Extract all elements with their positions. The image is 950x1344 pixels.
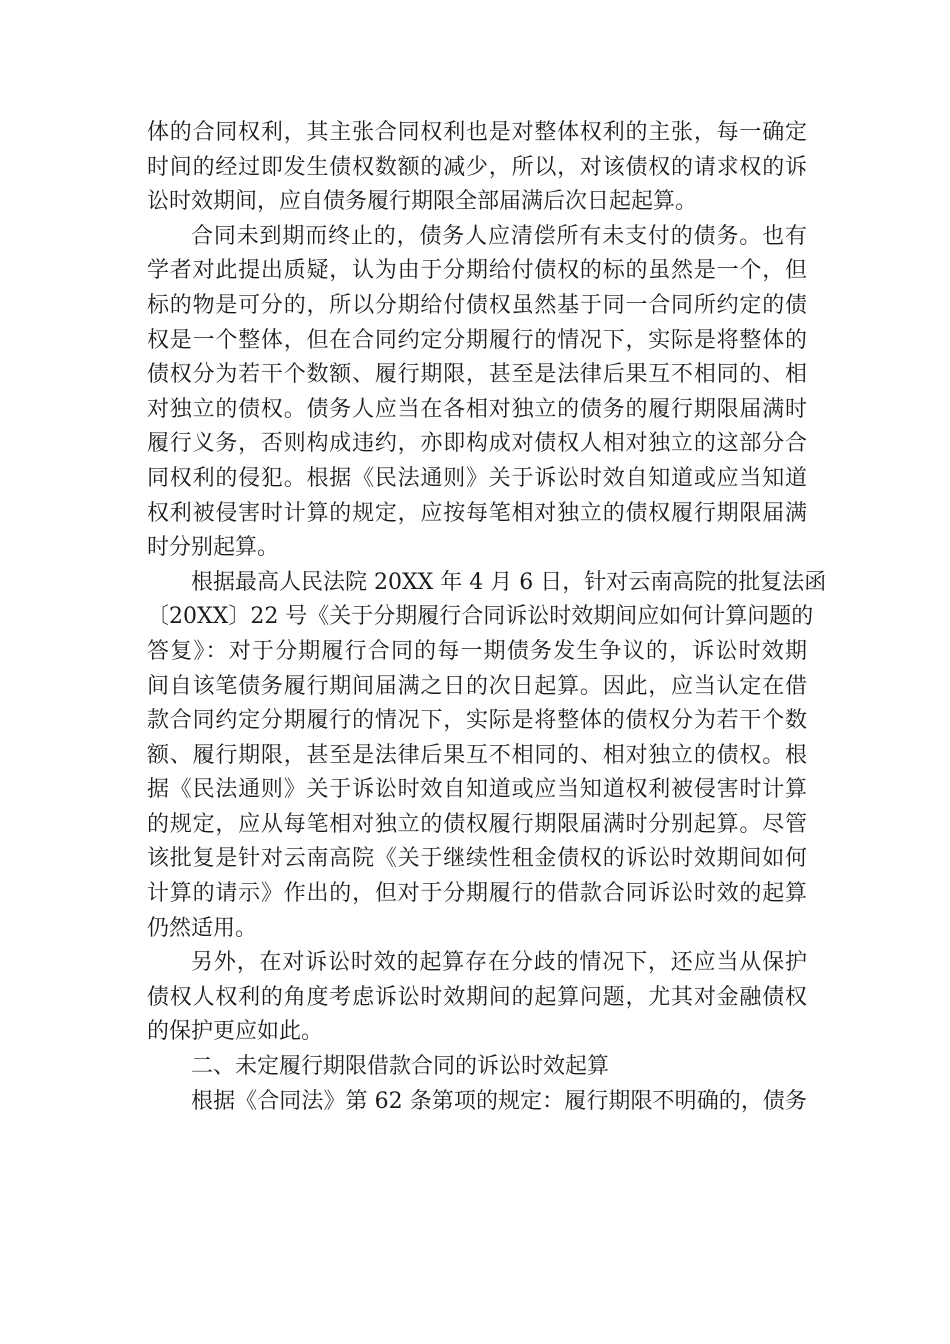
text-line: 合同未到期而终止的，债务人应清偿所有未支付的债务。也有	[191, 223, 807, 249]
text-line: 计算的请示》作出的，但对于分期履行的借款合同诉讼时效的起算	[147, 881, 807, 907]
text-line: 〔20XX〕22 号《关于分期履行合同诉讼时效期间应如何计算问题的	[147, 604, 814, 630]
text-line: 根据最高人民法院 20XX 年 4 月 6 日，针对云南高院的批复法函	[191, 569, 827, 595]
text-line: 二、未定履行期限借款合同的诉讼时效起算	[191, 1054, 610, 1080]
text-line: 仍然适用。	[147, 915, 258, 941]
text-line: 讼时效期间，应自债务履行期限全部届满后次日起起算。	[147, 189, 698, 215]
text-line: 权是一个整体，但在合同约定分期履行的情况下，实际是将整体的	[147, 327, 807, 353]
text-line: 的保护更应如此。	[147, 1019, 324, 1045]
text-line: 时分别起算。	[147, 535, 280, 561]
text-line: 据《民法通则》关于诉讼时效自知道或应当知道权利被侵害时计算	[147, 777, 807, 803]
text-line: 额、履行期限，甚至是法律后果互不相同的、相对独立的债权。根	[147, 742, 807, 768]
text-line: 时间的经过即发生债权数额的减少，所以，对该债权的请求权的诉	[147, 154, 807, 180]
text-line: 答复》：对于分期履行合同的每一期债务发生争议的，诉讼时效期	[147, 638, 807, 664]
text-line: 学者对此提出质疑，认为由于分期给付债权的标的虽然是一个，但	[147, 258, 807, 284]
text-line: 对独立的债权。债务人应当在各相对独立的债务的履行期限届满时	[147, 396, 807, 422]
paragraph	[147, 946, 807, 1050]
paragraph	[147, 220, 807, 566]
paragraph	[147, 566, 827, 947]
text-line: 同权利的侵犯。根据《民法通则》关于诉讼时效自知道或应当知道	[147, 465, 807, 491]
text-line: 另外，在对诉讼时效的起算存在分歧的情况下，还应当从保护	[191, 950, 807, 976]
text-line: 的规定，应从每笔相对独立的债权履行期限届满时分别起算。尽管	[147, 811, 807, 837]
text-line: 根据《合同法》第 62 条第项的规定：履行期限不明确的，债务	[191, 1088, 807, 1114]
document-body	[147, 116, 827, 1119]
section-heading	[147, 1050, 807, 1085]
text-line: 标的物是可分的，所以分期给付债权虽然基于同一合同所约定的债	[147, 292, 807, 318]
text-line: 权利被侵害时计算的规定，应按每笔相对独立的债权履行期限届满	[147, 500, 807, 526]
text-line: 间自该笔债务履行期间届满之日的次日起算。因此，应当认定在借	[147, 673, 807, 699]
text-line: 债权人权利的角度考虑诉讼时效期间的起算问题，尤其对金融债权	[147, 984, 807, 1010]
text-line: 体的合同权利，其主张合同权利也是对整体权利的主张，每一确定	[147, 120, 807, 145]
paragraph	[147, 1085, 807, 1120]
text-line: 履行义务，否则构成违约，亦即构成对债权人相对独立的这部分合	[147, 431, 807, 457]
text-line: 款合同约定分期履行的情况下，实际是将整体的债权分为若干个数	[147, 708, 807, 734]
paragraph	[147, 116, 807, 220]
text-line: 债权分为若干个数额、履行期限，甚至是法律后果互不相同的、相	[147, 362, 807, 388]
text-line: 该批复是针对云南高院《关于继续性租金债权的诉讼时效期间如何	[147, 846, 807, 872]
